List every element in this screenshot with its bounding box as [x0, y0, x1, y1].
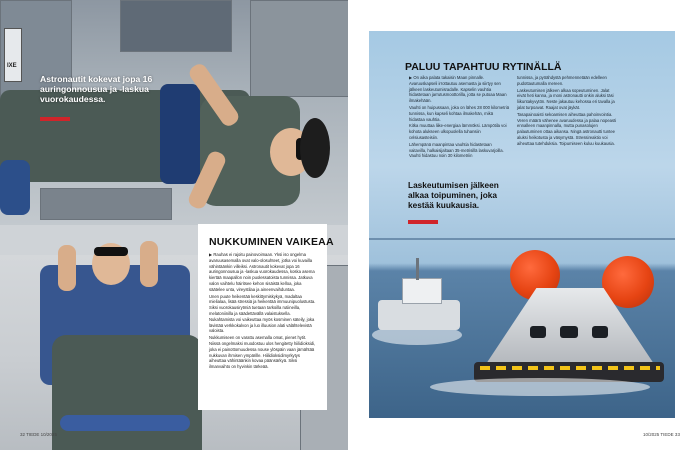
astronaut-hair — [300, 118, 330, 178]
blue-strap — [60, 415, 190, 431]
paragraph: Laskeutumisen jälkeen alkaa sopeutuminen. Jalat eivät heti kanna, ja moni astronautti onkin aluksi täsi liikuntakyvytön. Neste jakautuu kehossa eri tavalla ja jalat turpoavat. Raajat ovat jäykät. — [517, 87, 615, 110]
recovery-boat — [378, 300, 460, 330]
horizon-line — [369, 238, 675, 240]
capsule-window — [560, 326, 578, 338]
sea-foam — [430, 378, 650, 396]
paragraph: Nukkumiseen on varattu asemalla omat, pienet hytit. Niissä ongelmaksi muodostuu ulos hengitetty hiilidioksidi, joka ei painottomuudessa nouse ylöspäin vaan jämähtää nukkuvan ihmisen ympärille. Hiilidioksidimyrkytys aiheuttaa vähintäänkin kovaa päänsärkyä. Siksi ilmanvaihto on hyvinkin tärkeää. — [209, 335, 316, 370]
station-floor-equipment — [40, 188, 172, 220]
station-label-text: IXE — [7, 63, 17, 69]
flotation-collar-stripes — [480, 366, 660, 370]
page-folio-right: 10/2025 TIEDE 33 — [643, 432, 680, 437]
paragraph: Vauhti on huipussaan, joka on lähes 28 000 kilometriä tunnissa, kun kapseli kohtaa ilmakehän, mikä hidastaa vauhtia. — [409, 104, 510, 122]
paragraph: ▶ On aika palata takaisin Maan pinnalle. Avaruuskapseli irrottautuu asemasta ja siirtyy sen jälkeen laskeutumisradalle. Kapselin vauhtia hidastetaan jarrutusmoottorilla, jotta se putoaa Maan ilmakehään. — [409, 75, 507, 104]
photo-caption-left: Astronautit kokevat jopa 16 auringonnousua ja -laskua vuorokaudessa. — [40, 74, 153, 104]
paragraph: ▶ Rauhas ei rajoitu painovoimaan. Yksi iso ongelma avaruusasemalla ovat valo-olosuhteet, jotka voi kuvailla vähintäänkin villeiksi. Astronautit kokevat jopa 16 auringonnousua ja -laskua vuorokaudessa, koska asema kiertää maapallon noin puolessatoista tunnissa. Jatkuva valon vaihtelu häiritsee kehon sisäistä kelloa, joka säätelee unta, vireystilaa ja aineenvaihduntaa. — [209, 252, 315, 292]
sleep-mask-bottom — [94, 247, 128, 256]
caption-accent-bar — [40, 117, 70, 121]
station-hatch — [120, 0, 232, 52]
astronaut-hand-left — [58, 245, 76, 291]
section-heading-return: PALUU TAPAHTUU RYTINÄLLÄ — [405, 61, 562, 73]
sleeping-bag-lower — [52, 335, 202, 450]
capsule-window — [592, 326, 608, 338]
section-body-return-col2 — [517, 75, 618, 148]
section-heading-sleep: NUKKUMINEN VAIKEAA — [209, 236, 334, 248]
paragraph: Lähempänä maanpintaa vauhtia hidastetaan vaitavilla, halkaisijaltaan 35-metrisillä laskuvarjoilla. Vauhti hidastuu noin 30 kilometriin — [409, 141, 504, 159]
astronaut-sleeping-photo-top — [0, 0, 348, 225]
section-body-sleep — [209, 252, 317, 371]
blue-head-support — [160, 84, 200, 184]
blue-hose — [0, 160, 30, 215]
boat-cabin — [402, 278, 442, 304]
paragraph: Kitka muuttaa liike-energiaa lämmöksi. Lämpötila voi kohota alukseen ulkopuolella tuhansiin celsiusasteisiin. — [409, 123, 507, 140]
caption-accent-bar-right — [408, 220, 438, 224]
astronaut-hand-right — [140, 241, 158, 287]
page-folio-left: 32 TIEDE 10/2025 — [20, 432, 57, 437]
paragraph: Tasapainoaisti sekoamisen aiheuttaa pahoinvointia. Veren määrä vähenee avaruudessa ja palaa nopeasti ennalleen maanpinnalla, mutta punasolujen palautuminen ottaa aikansa. Ningä astronautti tuntee aluksi heikotusta ja väsymystä. Stressireaktio voi aiheuttaa tutehduksia. Toipumiseen kuluu kuukausia. — [517, 111, 617, 146]
boat-mast — [416, 258, 419, 280]
station-label-plate — [4, 28, 22, 82]
paragraph: Unen puute heikentää keskittymiskykyä, madaltaa mielialaa, lisää stressiä ja heikentää immuunipuolustusta. Siksi vuorokausirytmiä tuetaan tarkoilla rutiineilla, melatoniinilla ja säädettävällä valaistuksella. Nukahtamista voi vaikeuttaa myös kosminen säteily, joka lävistää verkkokalvon ja luo illuusion alati välähtelevistä valoista. — [209, 293, 316, 334]
photo-caption-right: Laskeutumisen jälkeen alkaa toipuminen, joka kestää kuukausia. — [408, 180, 499, 210]
capsule-window — [530, 326, 546, 338]
section-body-return-col1 — [409, 75, 510, 160]
paragraph: tunnissa, ja pyöähdystä pehmennetään edelleen pudottautumalla mereen. — [517, 75, 607, 86]
station-equipment-rack — [250, 0, 348, 97]
